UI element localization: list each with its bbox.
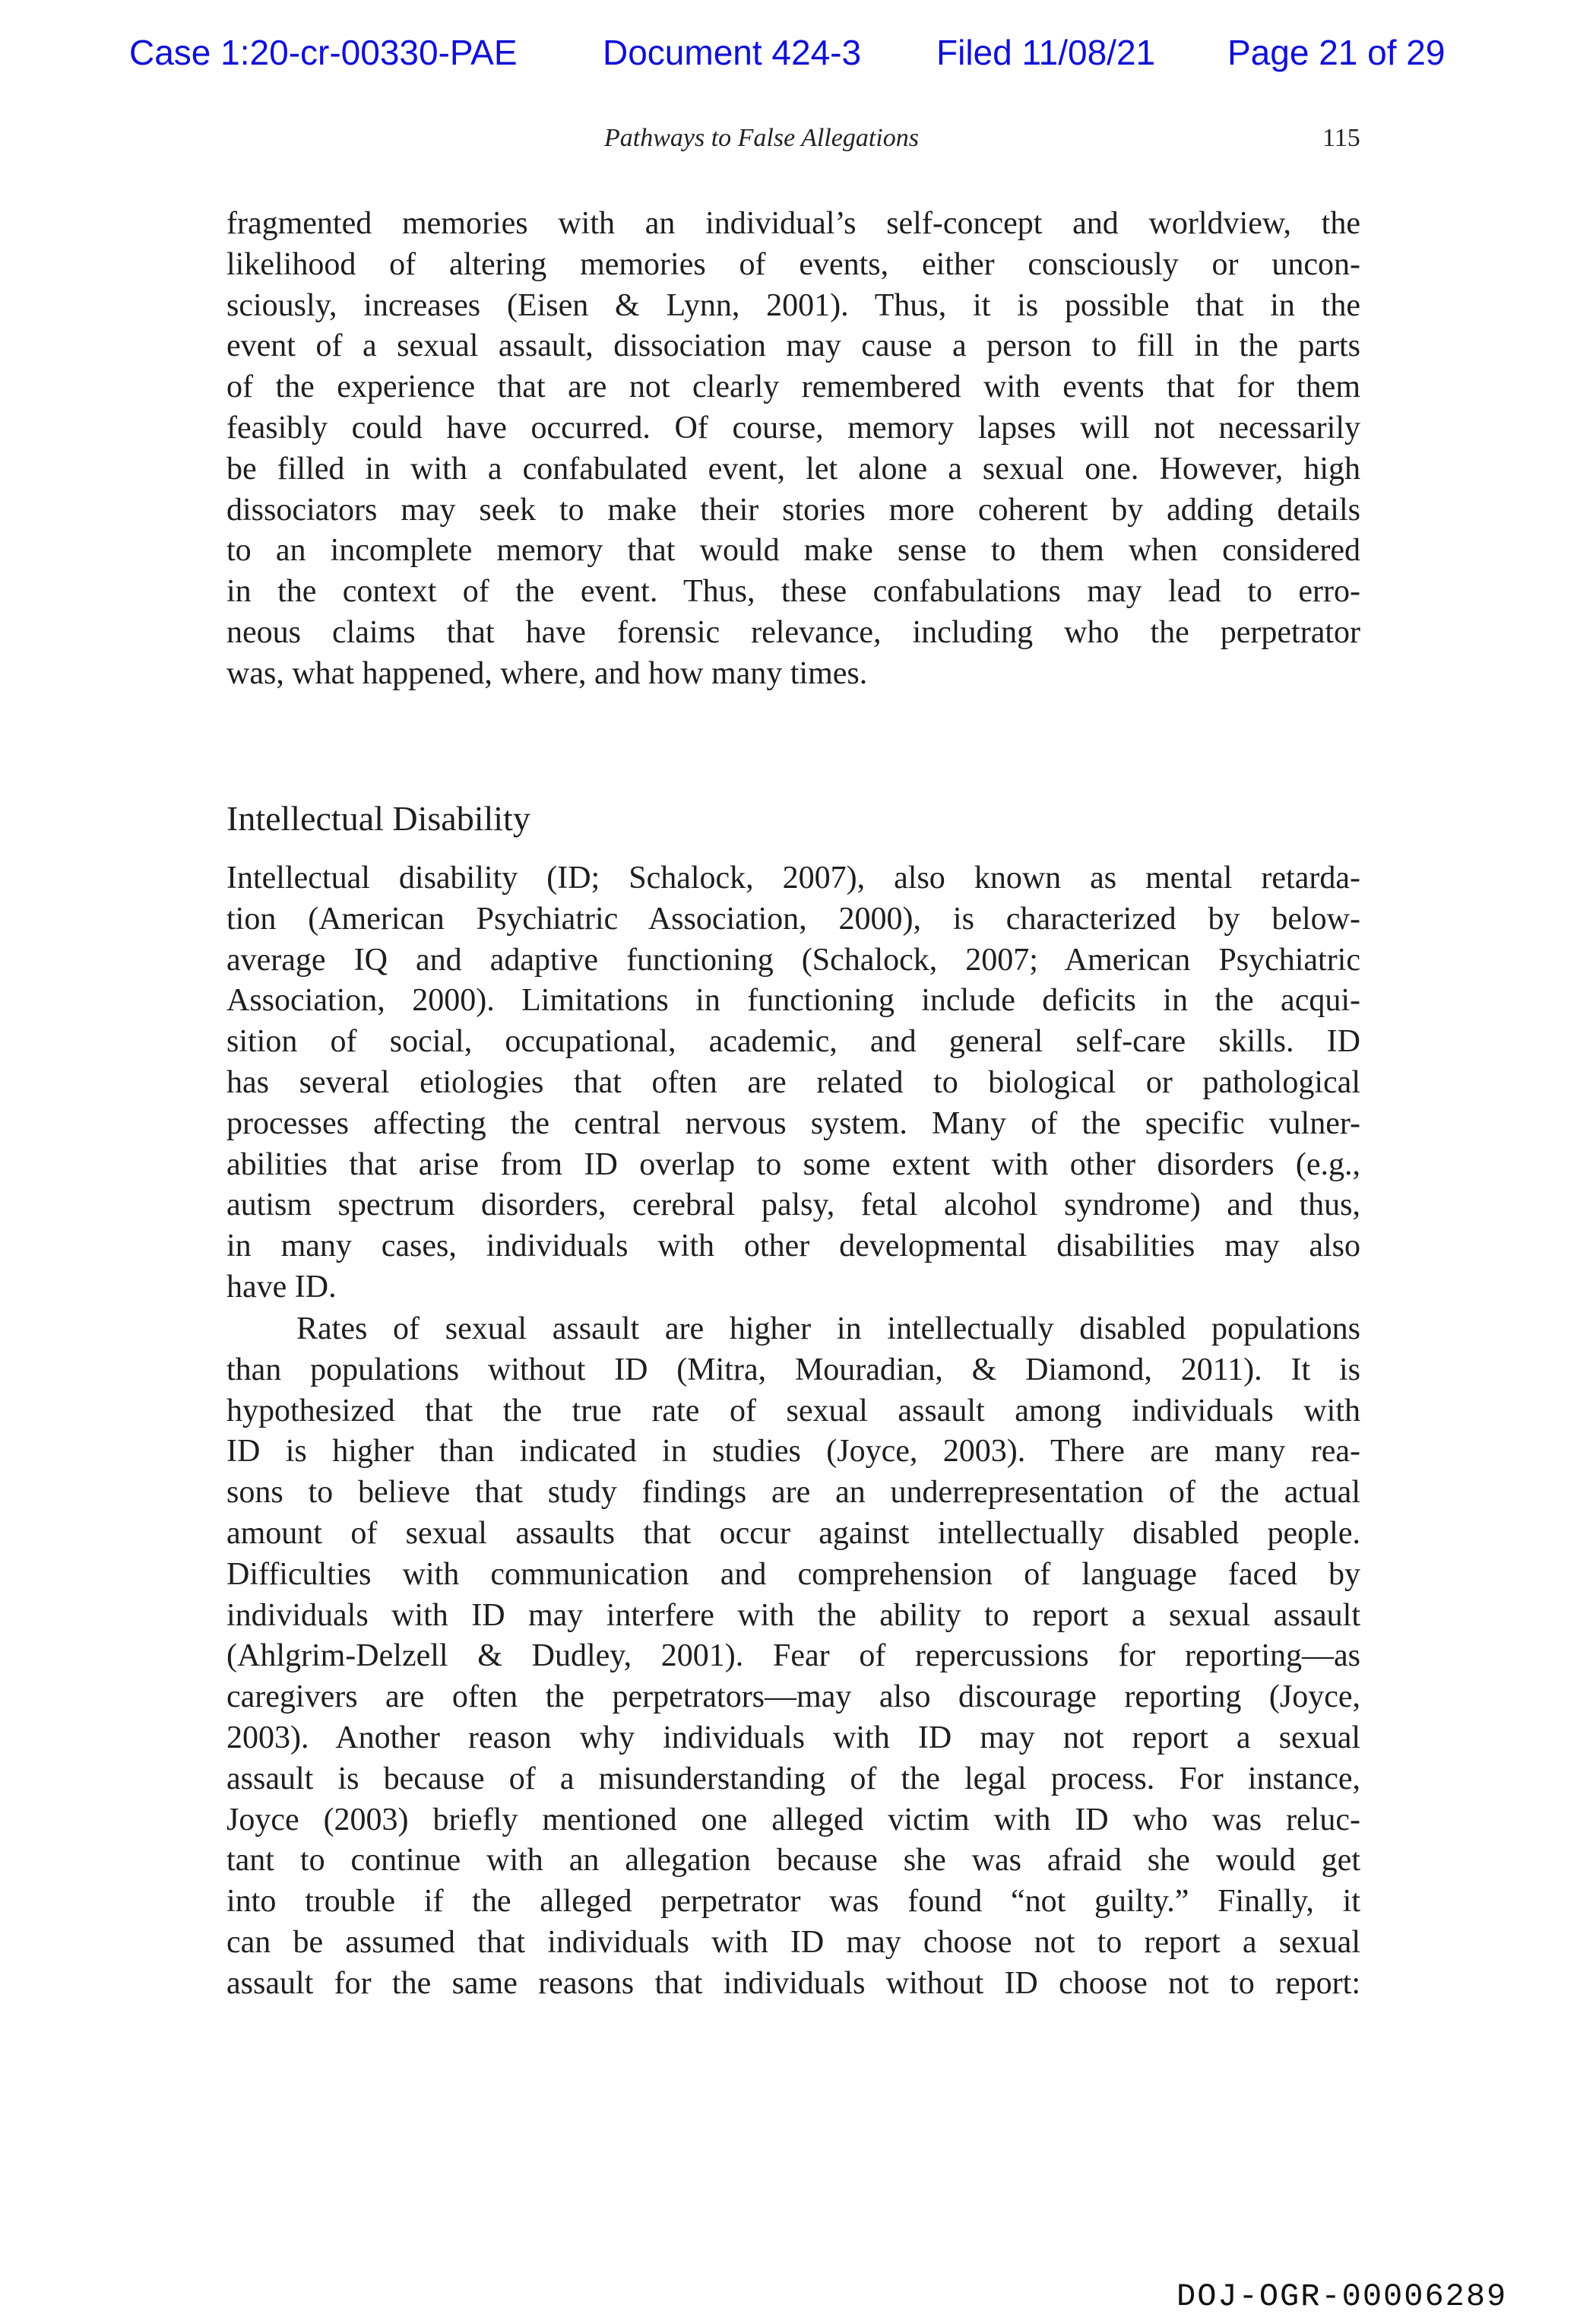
text-line: sition of social, occupational, academic, and general self-care skills. ID xyxy=(226,1024,1360,1060)
text-line: can be assumed that individuals with ID may choose not to report a sexual xyxy=(226,1924,1360,1960)
text-line: amount of sexual assaults that occur against intellectually disabled people. xyxy=(226,1515,1360,1551)
text-line: has several etiologies that often are related to biological or pathological xyxy=(226,1064,1360,1100)
text-line: individuals with ID may interfere with the ability to report a sexual assault xyxy=(226,1597,1360,1633)
text-line: be filled in with a confabulated event, let alone a sexual one. However, high xyxy=(226,451,1360,487)
text-line: hypothesized that the true rate of sexual assault among individuals with xyxy=(226,1393,1360,1428)
text-line: was, what happened, where, and how many times. xyxy=(226,655,868,691)
text-line: into trouble if the alleged perpetrator was found “not guilty.” Finally, it xyxy=(226,1884,1360,1920)
text-line: average IQ and adaptive functioning (Schalock, 2007; American Psychiatric xyxy=(226,942,1360,978)
text-line: sons to believe that study findings are an underrepresentation of the actual xyxy=(226,1475,1360,1511)
text-line: tant to continue with an allegation because she was afraid she would get xyxy=(226,1843,1360,1879)
text-line: feasibly could have occurred. Of course, memory lapses will not necessarily xyxy=(226,410,1360,445)
text-line: in the context of the event. Thus, these confabulations may lead to erro- xyxy=(226,574,1360,610)
text-line: in many cases, individuals with other developmental disabilities may also xyxy=(226,1229,1360,1264)
text-line: have ID. xyxy=(226,1269,337,1305)
page-count: Page 21 of 29 xyxy=(1227,33,1446,72)
text-line: Joyce (2003) briefly mentioned one alleged victim with ID who was reluc- xyxy=(226,1802,1360,1837)
text-line: Intellectual disability (ID; Schalock, 2007), also known as mental retarda- xyxy=(226,861,1360,896)
document-number: Document 424-3 xyxy=(603,33,862,72)
section-heading: Intellectual Disability xyxy=(226,799,530,838)
text-line: sciously, increases (Eisen & Lynn, 2001). Thus, it is possible that in the xyxy=(226,287,1360,323)
text-line: event of a sexual assault, dissociation may cause a person to fill in the parts xyxy=(226,328,1360,364)
text-line: (Ahlgrim-Delzell & Dudley, 2001). Fear of repercussions for reporting—as xyxy=(226,1638,1360,1674)
text-line: than populations without ID (Mitra, Mouradian, & Diamond, 2011). It is xyxy=(226,1352,1360,1387)
text-line: assault is because of a misunderstanding of the legal process. For instance, xyxy=(226,1761,1360,1796)
text-line: tion (American Psychiatric Association, 2000), is characterized by below- xyxy=(226,901,1360,937)
filed-date: Filed 11/08/21 xyxy=(936,33,1156,72)
text-line: likelihood of altering memories of events, either consciously or uncon- xyxy=(226,246,1360,282)
bates-number: DOJ-OGR-00006289 xyxy=(1176,2278,1508,2315)
text-line: fragmented memories with an individual’s self-concept and worldview, the xyxy=(226,206,1360,241)
text-line: ID is higher than indicated in studies (Joyce, 2003). There are many rea- xyxy=(226,1434,1360,1470)
paragraph-continuation xyxy=(226,204,1360,695)
text-line: autism spectrum disorders, cerebral palsy, fetal alcohol syndrome) and thus, xyxy=(226,1187,1360,1223)
text-line: neous claims that have forensic relevance, including who the perpetrator xyxy=(226,614,1360,650)
text-line: to an incomplete memory that would make sense to them when considered xyxy=(226,533,1360,569)
text-line: 2003). Another reason why individuals with ID may not report a sexual xyxy=(226,1720,1360,1755)
paragraph-id-definition xyxy=(226,858,1360,1308)
text-line: abilities that arise from ID overlap to some extent with other disorders (e.g., xyxy=(226,1146,1360,1182)
text-line: assault for the same reasons that individuals without ID choose not to report: xyxy=(226,1965,1360,2001)
text-line: Rates of sexual assault are higher in intellectually disabled populations xyxy=(296,1311,1360,1346)
text-line: Difficulties with communication and comprehension of language faced by xyxy=(226,1556,1360,1592)
text-line: dissociators may seek to make their stories more coherent by adding details xyxy=(226,492,1360,528)
text-line: Association, 2000). Limitations in functioning include deficits in the acqui- xyxy=(226,983,1360,1019)
text-line: of the experience that are not clearly remembered with events that for them xyxy=(226,369,1360,405)
case-number: Case 1:20-cr-00330-PAE xyxy=(129,33,518,72)
page-number: 115 xyxy=(1322,124,1360,152)
text-line: caregivers are often the perpetrators—may also discourage reporting (Joyce, xyxy=(226,1679,1360,1715)
running-head-title: Pathways to False Allegations xyxy=(604,124,919,152)
text-line: processes affecting the central nervous system. Many of the specific vulner- xyxy=(226,1105,1360,1141)
paragraph-id-assault-rates xyxy=(226,1309,1360,2005)
